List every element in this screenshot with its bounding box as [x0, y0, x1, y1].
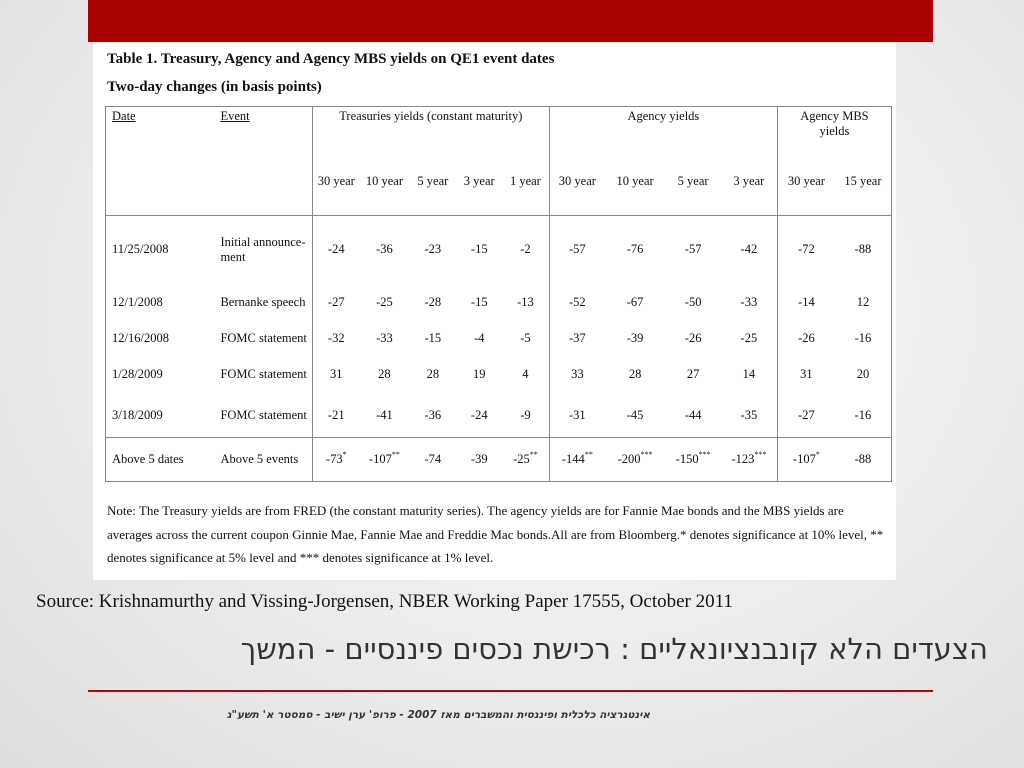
- event-cell: FOMC statement: [220, 407, 307, 422]
- significance-stars: **: [584, 450, 593, 459]
- value-cell: -26: [684, 331, 702, 345]
- total-value-cell: [777, 438, 835, 482]
- total-value: -88: [854, 452, 872, 466]
- table-image-panel: [93, 42, 896, 580]
- empty-cell: [214, 154, 312, 210]
- value-cell: 19: [472, 367, 486, 381]
- value-cell: -88: [854, 242, 872, 257]
- maturity-header: 5 year: [417, 174, 449, 188]
- title-underline: [88, 690, 933, 692]
- total-value-cell: [721, 438, 778, 482]
- maturity-header: 1 year: [509, 174, 541, 188]
- value-cell: -28: [424, 295, 442, 309]
- table-row: [106, 216, 892, 284]
- header-row-maturities: [106, 154, 892, 210]
- value-cell: 31: [312, 356, 359, 394]
- total-value: -73: [325, 452, 343, 466]
- significance-stars: **: [391, 450, 400, 459]
- value-cell: -57: [684, 242, 702, 257]
- total-value: -200: [617, 452, 641, 466]
- total-value-cell: [605, 438, 666, 482]
- maturity-header: 3 year: [733, 174, 765, 188]
- value-cell: -37: [549, 322, 604, 356]
- empty-cell: [106, 154, 215, 210]
- maturity-header: 10 year: [365, 174, 403, 188]
- value-cell: 33: [549, 356, 604, 394]
- significance-stars: ***: [754, 450, 767, 459]
- value-cell: -27: [777, 394, 835, 438]
- total-value: -107: [368, 452, 392, 466]
- value-cell: -13: [517, 295, 534, 309]
- value-cell: -33: [376, 331, 393, 345]
- table-row: [106, 322, 892, 356]
- event-header: Event: [220, 109, 250, 123]
- value-cell: -15: [424, 331, 442, 345]
- significance-stars: **: [529, 450, 538, 459]
- total-date-cell: Above 5 dates: [112, 452, 184, 466]
- total-value-cell: [549, 438, 604, 482]
- total-value: -39: [470, 452, 488, 466]
- event-cell: FOMC statement: [220, 367, 307, 381]
- total-value-cell: [360, 438, 409, 482]
- value-cell: 31: [777, 356, 835, 394]
- table-row: [106, 356, 892, 394]
- value-cell: -15: [470, 242, 488, 257]
- value-cell: -41: [376, 407, 393, 422]
- table-subtitle: Two-day changes (in basis points): [107, 79, 322, 95]
- table-row: [106, 394, 892, 438]
- significance-stars: *: [815, 450, 820, 459]
- value-cell: -25: [376, 295, 393, 309]
- total-value-cell: [312, 438, 359, 482]
- maturity-header: 10 year: [616, 174, 654, 188]
- slide-footer: אינטגרציה כלכלית ופיננסית והמשברים מאז 2007 - פרופ' ערן ישיב - סמסטר א' תשע"ג: [226, 709, 650, 721]
- total-value-cell: [409, 438, 456, 482]
- date-cell: 11/25/2008: [112, 242, 169, 257]
- value-cell: -16: [854, 331, 872, 345]
- value-cell: -32: [312, 322, 359, 356]
- total-value-cell: [835, 438, 892, 482]
- maturity-header: 15 year: [844, 174, 882, 188]
- value-cell: 14: [742, 367, 756, 381]
- date-cell: 1/28/2009: [112, 367, 163, 381]
- header-row-groups: [106, 107, 892, 154]
- table-note: Note: The Treasury yields are from FRED (the constant maturity series). The agency yields are for Fannie Mae bonds and the MBS yields are averages across the current coupon Ginnie Mae, Fannie Mae and Freddie Mac bonds.All are from Bloomberg.* denotes significance at 10% level, ** denotes significance at 5% level and *** denotes significance at 1% level.: [107, 503, 884, 565]
- value-cell: -42: [740, 242, 758, 257]
- total-value: -107: [792, 452, 816, 466]
- total-value-cell: [457, 438, 502, 482]
- value-cell: -24: [470, 407, 488, 422]
- maturity-header: 5 year: [677, 174, 709, 188]
- value-cell: -36: [376, 242, 393, 257]
- value-cell: -50: [684, 295, 702, 309]
- total-event-cell: Above 5 events: [220, 452, 299, 466]
- value-cell: 28: [628, 367, 642, 381]
- value-cell: -45: [626, 407, 644, 422]
- value-cell: -24: [312, 216, 359, 284]
- value-cell: -57: [549, 216, 604, 284]
- table-title: Table 1. Treasury, Agency and Agency MBS yields on QE1 event dates: [107, 51, 555, 67]
- value-cell: -14: [777, 284, 835, 322]
- total-value: -123: [731, 452, 755, 466]
- value-cell: 12: [856, 295, 870, 309]
- value-cell: -16: [854, 407, 872, 422]
- total-value: -25: [513, 452, 530, 466]
- value-cell: 28: [426, 367, 440, 381]
- yields-table: [105, 106, 892, 482]
- value-cell: -76: [626, 242, 644, 257]
- value-cell: 4: [522, 367, 529, 381]
- value-cell: -44: [684, 407, 702, 422]
- value-cell: -2: [520, 242, 531, 257]
- significance-stars: ***: [698, 450, 711, 459]
- value-cell: 27: [686, 367, 700, 381]
- treasuries-group-header: Treasuries yields (constant maturity): [312, 107, 549, 154]
- value-cell: 28: [378, 367, 391, 381]
- value-cell: -21: [312, 394, 359, 438]
- date-cell: 12/16/2008: [112, 331, 169, 345]
- maturity-header: 3 year: [463, 174, 495, 188]
- significance-stars: ***: [640, 450, 653, 459]
- value-cell: -15: [470, 295, 488, 309]
- mbs-group-header: Agency MBS yields: [777, 107, 891, 154]
- total-value: -74: [424, 452, 442, 466]
- value-cell: -25: [740, 331, 758, 345]
- value-cell: -39: [626, 331, 644, 345]
- agency-group-header: Agency yields: [549, 107, 777, 154]
- total-value-cell: [502, 438, 549, 482]
- total-value: -144: [561, 452, 585, 466]
- event-cell: Bernanke speech: [220, 295, 306, 309]
- value-cell: -33: [740, 295, 758, 309]
- event-cell: FOMC statement: [220, 331, 307, 345]
- date-header: Date: [112, 109, 136, 123]
- significance-stars: *: [342, 450, 347, 459]
- slide-title: הצעדים הלא קונבנציונאליים : רכישת נכסים פיננסיים - המשך: [240, 632, 988, 666]
- maturity-header: 30 year: [312, 154, 359, 210]
- date-cell: 3/18/2009: [112, 407, 163, 422]
- source-citation: Source: Krishnamurthy and Vissing-Jorgensen, NBER Working Paper 17555, October 2011: [36, 591, 733, 612]
- value-cell: -72: [777, 216, 835, 284]
- value-cell: -67: [626, 295, 644, 309]
- value-cell: -5: [520, 331, 531, 345]
- value-cell: -36: [424, 407, 442, 422]
- total-row: [106, 438, 892, 482]
- maturity-header: 30 year: [549, 154, 604, 210]
- value-cell: -23: [424, 242, 442, 257]
- value-cell: -52: [549, 284, 604, 322]
- table-row: [106, 284, 892, 322]
- value-cell: -9: [520, 407, 531, 422]
- value-cell: -26: [777, 322, 835, 356]
- value-cell: -27: [312, 284, 359, 322]
- top-accent-bar: [88, 0, 933, 42]
- maturity-header: 30 year: [777, 154, 835, 210]
- total-value: -150: [675, 452, 699, 466]
- date-cell: 12/1/2008: [112, 295, 163, 309]
- value-cell: -31: [549, 394, 604, 438]
- value-cell: 20: [856, 367, 870, 381]
- value-cell: -4: [474, 331, 485, 345]
- total-value-cell: [665, 438, 720, 482]
- event-cell: Initial announce- ment: [220, 234, 306, 264]
- value-cell: -35: [740, 407, 758, 422]
